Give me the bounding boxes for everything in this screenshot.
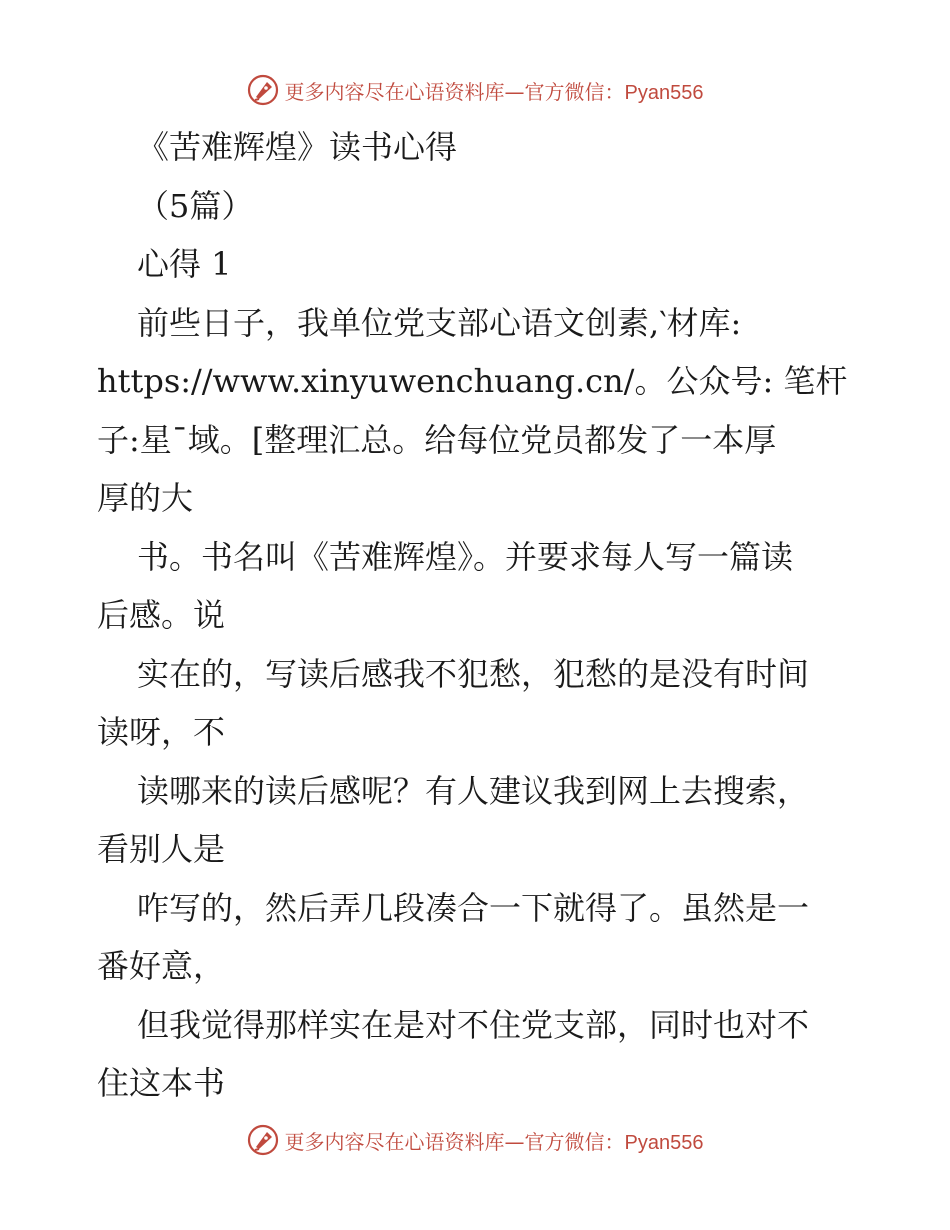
paragraph-line: 但我觉得那样实在是对不住党支部，同时也对不 xyxy=(137,1005,810,1044)
paragraph-line: 厚的大 xyxy=(97,479,194,517)
header-banner-message: 更多内容尽在心语资料库—官方微信： xyxy=(284,79,625,104)
document-title: 《苦难辉煌》读书心得 xyxy=(137,128,458,166)
paragraph-line: 看别人是 xyxy=(97,830,226,868)
header-banner xyxy=(0,70,950,110)
paragraph-line: 读哪来的读后感呢？有人建议我到网上去搜索， xyxy=(137,771,810,810)
section-heading: 心得 1 xyxy=(137,245,232,283)
paragraph-line: 实在的，写读后感我不犯愁，犯愁的是没有时间 xyxy=(137,654,810,693)
document-body xyxy=(97,118,857,1113)
paragraph-line: 前些日子，我单位党支部心语文创素,‵材库: xyxy=(137,303,742,342)
paragraph-line: 咋写的，然后弄几段凑合一下就得了。虽然是一 xyxy=(137,888,810,927)
paragraph-line: 番好意， xyxy=(97,947,226,985)
paragraph-line: 住这本书 xyxy=(97,1064,226,1102)
paragraph-line: 书。书名叫《苦难辉煌》。并要求每人写一篇读 xyxy=(137,537,794,576)
footer-wechat-id: Pyan556 xyxy=(624,1131,704,1154)
paragraph-line: 后感。说 xyxy=(97,596,226,634)
paragraph-line: 子:星¯域。[整理汇总。给每位党员都发了一本厚 xyxy=(97,420,777,459)
header-wechat-id: Pyan556 xyxy=(624,81,704,104)
footer-banner xyxy=(0,1120,950,1160)
footer-banner-message: 更多内容尽在心语资料库—官方微信： xyxy=(284,1129,625,1154)
pen-nib-logo-icon xyxy=(247,74,279,106)
paragraph-line: https://www.xinyuwenchuang.cn/。公众号: 笔杆 xyxy=(97,362,848,400)
footer-banner-text xyxy=(285,1126,704,1155)
paragraph-line: 读呀，不 xyxy=(97,713,226,751)
document-subtitle: （5篇） xyxy=(137,186,254,225)
pen-nib-logo-icon xyxy=(247,1124,279,1156)
header-banner-text xyxy=(285,76,704,105)
